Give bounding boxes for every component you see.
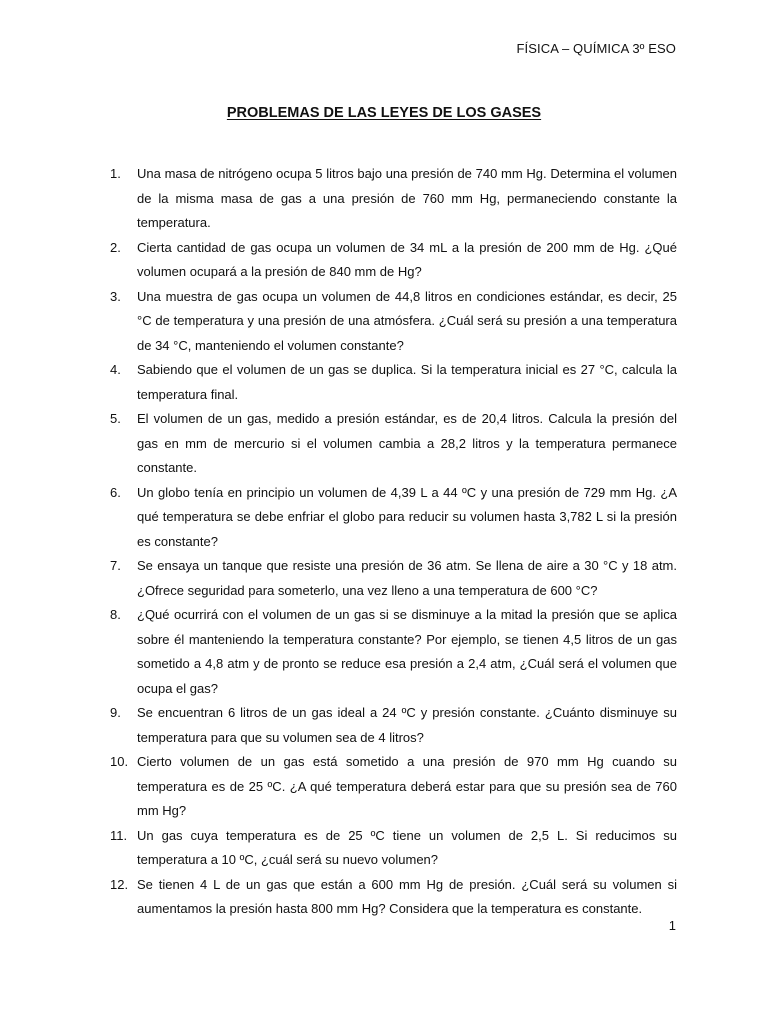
problem-text: Una muestra de gas ocupa un volumen de 44,8 litros en condiciones estándar, es decir, 25 °C de temperatura y una presión de una atmósfera. ¿Cuál será su presión a una temperatura de 34 °C, manteniendo el volumen constante? [137,288,677,353]
problem-item [110,358,677,407]
problem-item [110,824,677,873]
problem-text: Se ensaya un tanque que resiste una presión de 36 atm. Se llena de aire a 30 °C y 18 atm. ¿Ofrece seguridad para someterlo, una vez lleno a una temperatura de 600 °C? [137,558,677,598]
problem-number: 6. [110,484,121,500]
problem-item [110,285,677,359]
problem-item [110,554,677,603]
problem-number: 9. [110,705,121,720]
problem-item [110,701,677,750]
page-header: FÍSICA – QUÍMICA 3º ESO [516,41,676,56]
problem-item [110,407,677,481]
problem-number: 8. [110,607,121,622]
problem-text: El volumen de un gas, medido a presión estándar, es de 20,4 litros. Calcula la presión del gas en mm de mercurio si el volumen cambia a 28,2 litros y la temperatura permanece constante. [137,411,677,475]
problem-item [110,236,677,285]
problem-item [110,873,677,922]
problem-number: 11. [110,827,128,843]
problem-item [110,162,677,236]
problem-number: 12. [110,876,129,892]
problem-number: 4. [110,362,121,377]
problem-number: 1. [110,166,121,181]
problem-text: Cierta cantidad de gas ocupa un volumen de 34 mL a la presión de 200 mm de Hg. ¿Qué volumen ocupará a la presión de 840 mm de Hg? [137,239,677,279]
problem-text: Un gas cuya temperatura es de 25 ºC tiene un volumen de 2,5 L. Si reducimos su temperatura a 10 ºC, ¿cuál será su nuevo volumen? [137,827,677,867]
problem-number: 7. [110,558,121,573]
problem-text: ¿Qué ocurrirá con el volumen de un gas si se disminuye a la mitad la presión que se aplica sobre él manteniendo la temperatura constante? Por ejemplo, se tienen 4,5 litros de un gas sometido a 4,8 atm y de pronto se reduce esa presión a 2,4 atm, ¿Cuál será el volumen que ocupa el gas? [137,607,677,696]
problem-number: 3. [110,288,121,304]
problem-item [110,481,677,555]
problem-item [110,750,677,824]
problem-text: Sabiendo que el volumen de un gas se duplica. Si la temperatura inicial es 27 °C, calcula la temperatura final. [137,362,677,402]
problem-number: 10. [110,754,129,769]
problem-text: Un globo tenía en principio un volumen de 4,39 L a 44 ºC y una presión de 729 mm Hg. ¿A qué temperatura se debe enfriar el globo para reducir su volumen hasta 3,782 L si la presión es constante? [137,484,677,549]
problem-number: 2. [110,239,121,255]
problem-text: Se tienen 4 L de un gas que están a 600 mm Hg de presión. ¿Cuál será su volumen si aumentamos la presión hasta 800 mm Hg? Considera que la temperatura es constante. [137,876,677,916]
problem-text: Se encuentran 6 litros de un gas ideal a 24 ºC y presión constante. ¿Cuánto disminuye su temperatura para que su volumen sea de 4 litros? [137,705,677,745]
problem-text: Una masa de nitrógeno ocupa 5 litros bajo una presión de 740 mm Hg. Determina el volumen de la misma masa de gas a una presión de 760 mm Hg, permaneciendo constante la temperatura. [137,166,677,230]
problem-item [110,603,677,701]
problem-text: Cierto volumen de un gas está sometido a una presión de 970 mm Hg cuando su temperatura es de 25 ºC. ¿A qué temperatura deberá estar para que su presión sea de 760 mm Hg? [137,754,677,818]
problem-number: 5. [110,411,121,426]
document-title: PROBLEMAS DE LAS LEYES DE LOS GASES [226,105,542,121]
problem-list [110,162,677,922]
page-number: 1 [668,918,676,933]
